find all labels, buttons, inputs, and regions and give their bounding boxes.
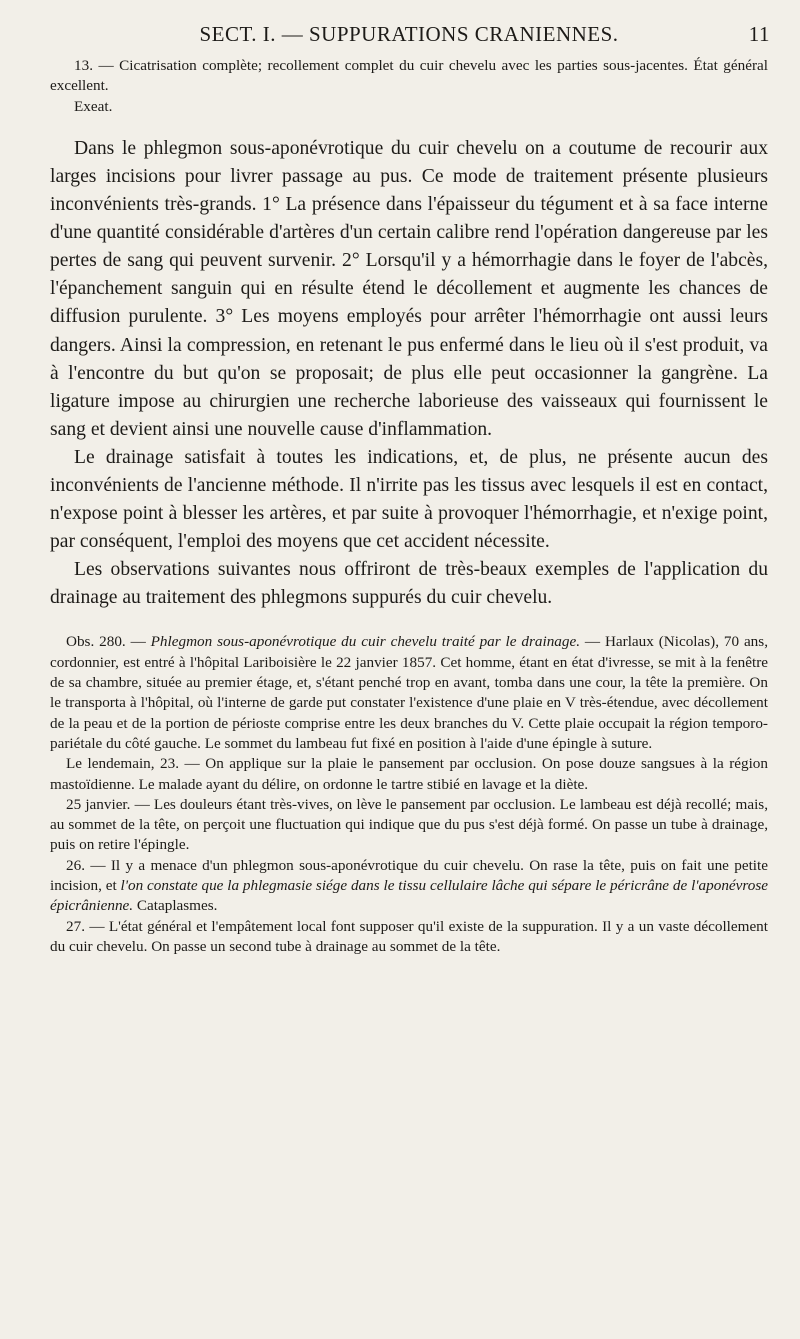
running-head: SECT. I. — SUPPURATIONS CRANIENNES. [199, 22, 619, 46]
paragraph-observations-intro: Les observations suivantes nous offriront de très-beaux exemples de l'application du drainage au traitement des phlegmons suppurés du cuir chevelu. [50, 559, 768, 609]
observation-day-26 [50, 856, 768, 917]
observation-day-25: 25 janvier. — Les douleurs étant très-vives, on lève le pansement par occlusion. Le lambeau est déjà recollé; mais, au sommet de la tête, on perçoit une fluctuation qui indique que du pus s'est déjà formé. On passe un tube à drainage, puis on retire l'épingle. [50, 795, 768, 854]
document-page [50, 16, 768, 957]
paragraph-drainage: Le drainage satisfait à toutes les indications, et, de plus, ne présente aucun des inconvénients de l'ancienne méthode. Il n'irrite pas les tissus avec lesquels il est en contact, n'expose point à blesser les artères, et par suite à provoquer l'hémorrhagie, et n'exige point, par conséquent, l'emploi des moyens que cet accident nécessite. [50, 446, 768, 553]
observation-day-13: 13. — Cicatrisation complète; recollement complet du cuir chevelu avec les parties sous-jacentes. État général excellent. [50, 57, 768, 95]
paragraph-incisions: Dans le phlegmon sous-aponévrotique du cuir chevelu on a coutume de recourir aux larges incisions pour livrer passage au pus. Ce mode de traitement présente plusieurs inconvénients très-grands. 1° La présence dans l'épaisseur du tégument et à sa face interne d'une quantité considérable d'artères d'un certain calibre rend l'opération dangereuse par les pertes de sang qui peuvent survenir. 2° Lorsqu'il y a hémorrhagie dans le foyer de l'abcès, l'épanchement sanguin qui en résulte étend le décollement et augmente les chances de diffusion purulente. 3° Les moyens employés pour arrêter l'hémorrhagie ont aussi leurs dangers. Ainsi la compression, en retenant le pus enfermé dans le lieu où il s'est produit, va à l'encontre du but qu'on se proposait; de plus elle peut occasionner la gangrène. La ligature impose au chirurgien une recherche laborieuse des vaisseaux qui fournissent le sang et devient ainsi une nouvelle cause d'inflammation. [50, 137, 768, 440]
observation-label: Obs. 280. — [66, 633, 151, 651]
page-number: 11 [748, 22, 770, 46]
observation-day-23: Le lendemain, 23. — On applique sur la plaie le pansement par occlusion. On pose douze sangsues à la région mastoïdienne. Le malade ayant du délire, on ordonne le tartre stibié en lavage et la diète. [50, 755, 768, 793]
page-header [50, 16, 768, 52]
observation-day-26-end: Cataplasmes. [133, 897, 218, 915]
observation-day-27: 27. — L'état général et l'empâtement local font supposer qu'il existe de la suppuration. Il y a un vaste décollement du cuir chevelu. On passe un second tube à drainage au sommet de la tête. [50, 917, 768, 955]
observation-day-26-text: 26. — Il y a menace d'un phlegmon sous-aponévrotique du cuir chevelu. On rase la tête, puis on fait une petite incision, et [50, 856, 768, 895]
exeat-line: Exeat. [74, 97, 113, 115]
observation-280-intro [50, 632, 768, 754]
observation-intro-text: — Harlaux (Nicolas), 70 ans, cordonnier, est entré à l'hôpital Lariboisière le 22 janvier 1857. Cet homme, étant en état d'ivresse, se mit à la fenêtre de sa chambre, située au premier étage, et, s'étant penché trop en avant, tomba dans une cour, la tête la première. On le transporta à l'hôpital, où l'interne de garde put constater l'existence d'une plaie en V très-étendue, avec décollement de la peau et de la portion de périoste comprise entre les deux branches du V. Cette plaie occupait la région temporo-pariétale du côté gauche. Le sommet du lambeau fut fixé en position à l'aide d'une épingle à suture. [50, 633, 768, 752]
observation-title: Phlegmon sous-aponévrotique du cuir chevelu traité par le drainage. [150, 633, 581, 651]
observation-280 [50, 632, 768, 957]
observation-day-26-italic: l'on constate que la phlegmasie siége dans le tissu cellulaire lâche qui sépare le péricrâne de l'aponévrose épicrânienne. [50, 877, 768, 915]
